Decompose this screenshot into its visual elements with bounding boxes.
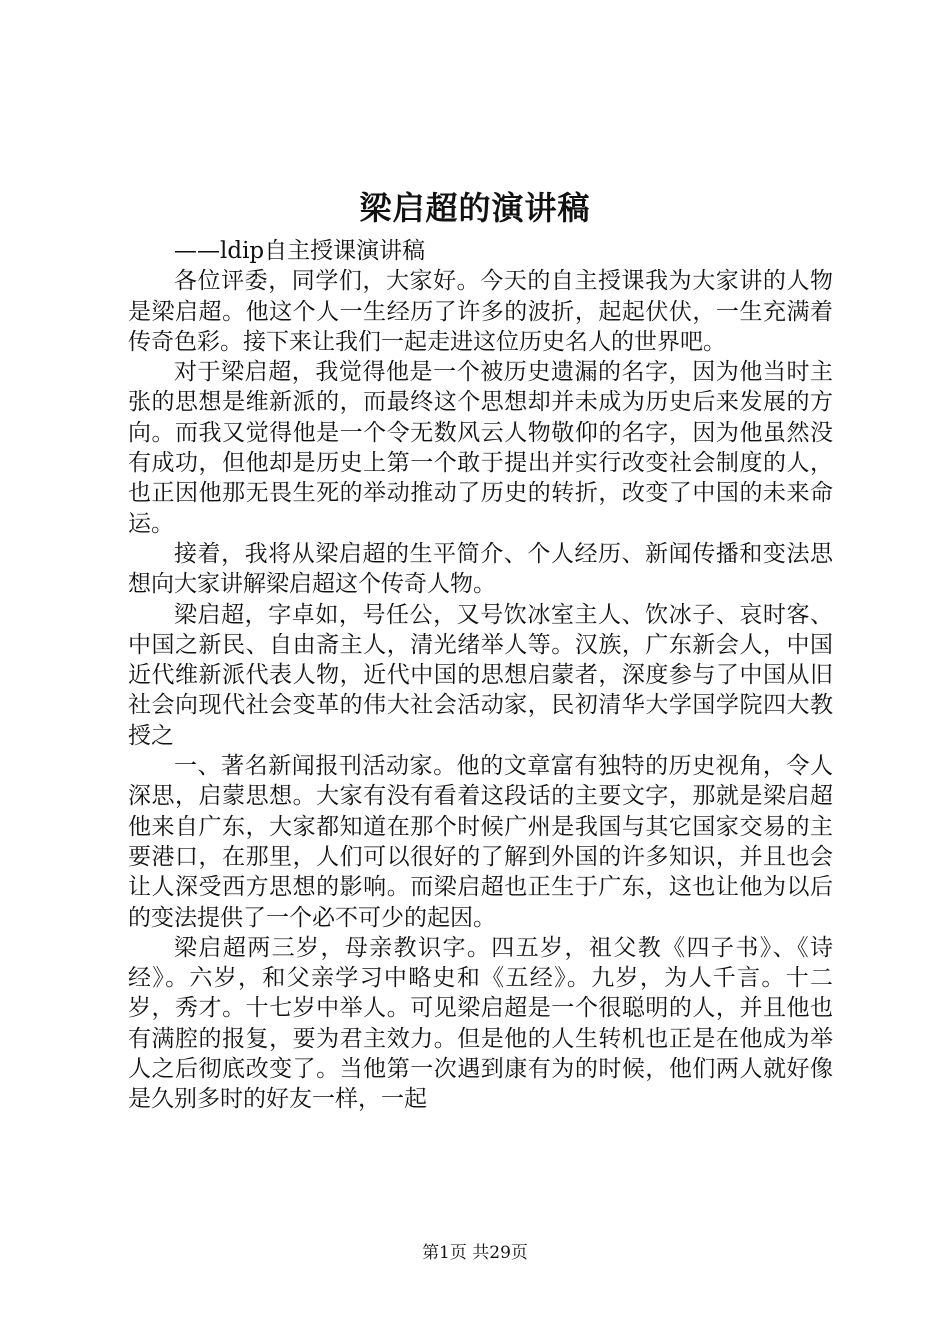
paragraph-biography: 梁启超，字卓如，号任公，又号饮冰室主人、饮冰子、哀时客、中国之新民、自由斋主人，清光绪举人等。汉族，广东新会人，中国近代维新派代表人物，近代中国的思想启蒙者，深度参与了中国从旧社会向现代社会变革的伟大社会活动家，民初清华大学国学院四大教授之 xyxy=(128,601,833,749)
paragraph-outline: 接着，我将从梁启超的生平简介、个人经历、新闻传播和变法思想向大家讲解梁启超这个传奇人物。 xyxy=(128,540,833,598)
paragraph-journalism: 一、著名新闻报刊活动家。他的文章富有独特的历史视角，令人深思，启蒙思想。大家有没有看着这段话的主要文字，那就是梁启超他来自广东，大家都知道在那个时候广州是我国与其它国家交易的主要港口，在那里，人们可以很好的了解到外国的许多知识，并且也会让人深受西方思想的影响。而梁启超也正生于广东，这也让他为以后的变法提供了一个必不可少的起因。 xyxy=(128,753,833,931)
paragraph-greeting: 各位评委，同学们，大家好。今天的自主授课我为大家讲的人物是梁启超。他这个人一生经历了许多的波折，起起伏伏，一生充满着传奇色彩。接下来让我们一起走进这位历史名人的世界吧。 xyxy=(128,268,833,355)
document-title: 梁启超的演讲稿 xyxy=(359,189,591,227)
page-number-footer: 第1页 共29页 xyxy=(422,1243,528,1263)
paragraph-childhood: 梁启超两三岁，母亲教识字。四五岁，祖父教《四子书》、《诗经》。六岁，和父亲学习中略史和《五经》。九岁，为人千言。十二岁，秀才。十七岁中举人。可见梁启超是一个很聪明的人，并且他也有满腔的报复，要为君主效力。但是他的人生转机也正是在他成为举人之后彻底改变了。当他第一次遇到康有为的时候，他们两人就好像是久别多时的好友一样，一起 xyxy=(128,934,833,1113)
document-body xyxy=(128,236,833,1115)
paragraph-evaluation: 对于梁启超，我觉得他是一个被历史遗漏的名字，因为他当时主张的思想是维新派的，而最终这个思想却并未成为历史后来发展的方向。而我又觉得他是一个令无数风云人物敬仰的名字，因为他虽然没有成功，但他却是历史上第一个敢于提出并实行改变社会制度的人，也正因他那无畏生死的举动推动了历史的转折，改变了中国的未来命运。 xyxy=(128,359,833,537)
document-subtitle: ——ldip自主授课演讲稿 xyxy=(174,238,426,264)
